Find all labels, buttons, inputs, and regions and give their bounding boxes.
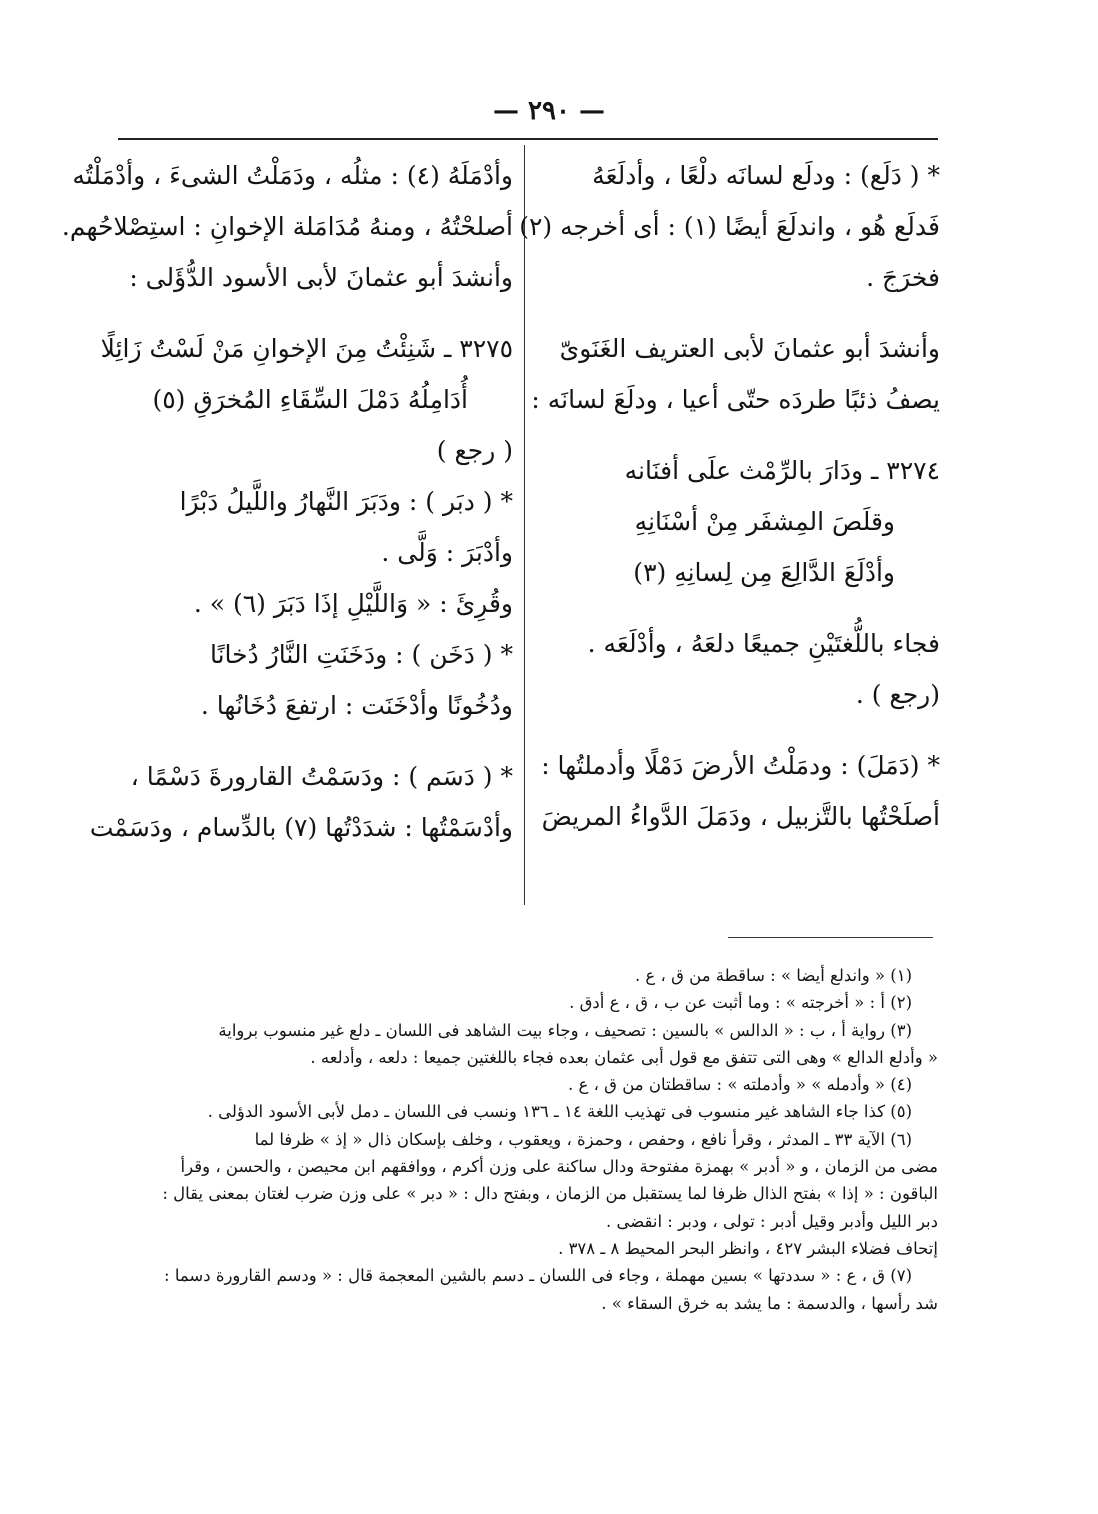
text-line: (رجع ) . <box>855 680 940 709</box>
paragraph-gap <box>545 303 940 323</box>
text-line: فَدلَع هُو ، واندلَعَ أيضًا (١) : أى أخرجه (٢) <box>519 212 940 241</box>
text-line: * ( دَخَن ) : ودَخَنَتِ النَّارُ دُخانًا <box>209 640 513 669</box>
footnote-line: (٧) ق ، ع : « سددتها » بسين مهملة ، وجاء فى اللسان ـ دسم بالشين المعجمة قال : « ودسم القارورة دسما : <box>164 1266 912 1286</box>
text-line: ( رجع ) <box>436 436 513 465</box>
paragraph-gap <box>545 598 940 618</box>
verse-line: ٣٢٧٥ ـ شَنِئْتُ مِنَ الإخوانِ مَنْ لَسْتُ زَائِلًا <box>100 334 513 363</box>
footnote-line: مضى من الزمان ، و « أدبر » بهمزة مفتوحة ودال ساكنة على وزن أكرم ، ووافقهم ابن محيصن ، والحسن ، وقرأ <box>180 1157 938 1177</box>
text-line: وقُرِئَ : « وَاللَّيْلِ إذَا دَبَرَ (٦) » . <box>193 589 513 618</box>
text-line: * ( دَلَع) : ودلَع لسانَه دلْعًا ، وأدلَعَهُ <box>592 161 940 190</box>
column-divider <box>524 145 525 905</box>
text-line: * (دَمَلَ) : ودمَلْتُ الأرضَ دَمْلًا وأدملتُها : <box>541 751 940 780</box>
paragraph-gap <box>118 731 513 751</box>
footnote-line: (٤) « وأدمله » « وأدملته » : ساقطتان من ق ، ع . <box>568 1075 912 1095</box>
footnote-line: دبر الليل وأدبر وقيل أدبر : تولى ، ودبر : انقضى . <box>605 1211 938 1231</box>
text-line: وأدْبَرَ : وَلَّى . <box>381 538 513 567</box>
footnotes <box>118 962 938 1317</box>
page-number: — ٢٩٠ — <box>492 96 606 126</box>
text-line: أصلحْتُهُ ، ومنهُ مُدَامَلة الإخوانِ : استِصْلاحُهم. <box>61 212 513 241</box>
text-line: * ( دبَر ) : ودَبَرَ النَّهارُ واللَّيلُ دَبْرًا <box>179 487 513 516</box>
footnote-rule <box>728 937 933 938</box>
text-line: وأدْمَلَهُ (٤) : مثلُه ، ودَمَلْتُ الشىءَ ، وأدْمَلْتُه <box>72 161 513 190</box>
text-line: ودُخُونًا وأدْخَنَت : ارتفعَ دُخَانُها . <box>200 691 513 720</box>
right-column <box>519 150 940 842</box>
text-line: وأنشدَ أبو عثمانَ لأبى الأسود الدُّؤَلى : <box>129 263 513 292</box>
footnote-line: شد رأسها ، والدسمة : ما يشد به خرق السقاء » . <box>601 1293 938 1313</box>
paragraph-gap <box>545 720 940 740</box>
footnote-line: (٢) أ : « أخرجته » : وما أثبت عن ب ، ق ، ع أدق . <box>569 993 912 1013</box>
text-line: فخرَجَ . <box>866 263 940 292</box>
text-line: فجاء باللُّغتَيْنِ جميعًا دلعَهُ ، وأدْلَعَه . <box>587 629 940 658</box>
text-line: وأنشدَ أبو عثمانَ لأبى العتريف الغَنَوىّ <box>559 334 940 363</box>
footnote-line: إتحاف فضلاء البشر ٤٢٧ ، وانظر البحر المحيط ٨ ـ ٣٧٨ . <box>558 1238 938 1258</box>
text-line: يصفُ ذئبًا طردَه حتّى أعيا ، ودلَعَ لسانَه : <box>531 385 940 414</box>
header-rule <box>118 138 938 140</box>
verse-line: وأدْلَعَ الدَّالِعَ مِن لِسانِهِ (٣) <box>633 558 895 587</box>
footnote-line: (١) « واندلع أيضا » : ساقطة من ق ، ع . <box>634 966 912 985</box>
footnote-line: (٥) كذا جاء الشاهد غير منسوب فى تهذيب اللغة ١٤ ـ ١٣٦ ونسب فى اللسان ـ دمل لأبى الأسود الدؤلى . <box>207 1102 912 1122</box>
left-column <box>61 150 513 853</box>
text-line: * ( دَسَم ) : ودَسَمْتُ القارورةَ دَسْمًا ، <box>130 762 513 791</box>
footnote-line: الباقون : « إذا » بفتح الذال ظرفا لما يستقبل من الزمان ، وبفتح دال : « دبر » على وزن ضرب لغتان بمعنى يقال : <box>162 1184 938 1204</box>
text-line: وأدْسَمْتُها : شدَدْتُها (٧) بالدِّسام ، ودَسَمْت <box>89 813 513 842</box>
verse-line: وقلَصَ المِشفَر مِنْ أسْنَانِهِ <box>634 507 895 536</box>
verse-line: ٣٢٧٤ ـ ودَارَ بالرِّمْث علَى أفنَانه <box>624 456 940 485</box>
verse-line: أُدَامِلُهُ دَمْلَ السِّقَاءِ المُخرَقِ (٥) <box>152 385 468 414</box>
footnote-line: (٦) الآية ٣٣ ـ المدثر ، وقرأ نافع ، وحفص ، وحمزة ، ويعقوب ، وخلف بإسكان ذال « إذ » ظرفا لما <box>254 1129 912 1149</box>
footnote-line: « وأدلع الدالع » وهى التى تتفق مع قول أبى عثمان بعده فجاء باللغتين جميعا : دلعه ، وأدلعه . <box>310 1047 938 1067</box>
paragraph-gap <box>118 303 513 323</box>
footnote-line: (٣) رواية أ ، ب : « الدالس » بالسين : تصحيف ، وجاء بيت الشاهد فى اللسان ـ دلع غير منسوب برواية <box>218 1020 912 1040</box>
paragraph-gap <box>545 425 940 445</box>
text-line: أصلَحْتُها بالتَّزبيل ، ودَمَلَ الدَّواءُ المريضَ <box>541 802 940 831</box>
